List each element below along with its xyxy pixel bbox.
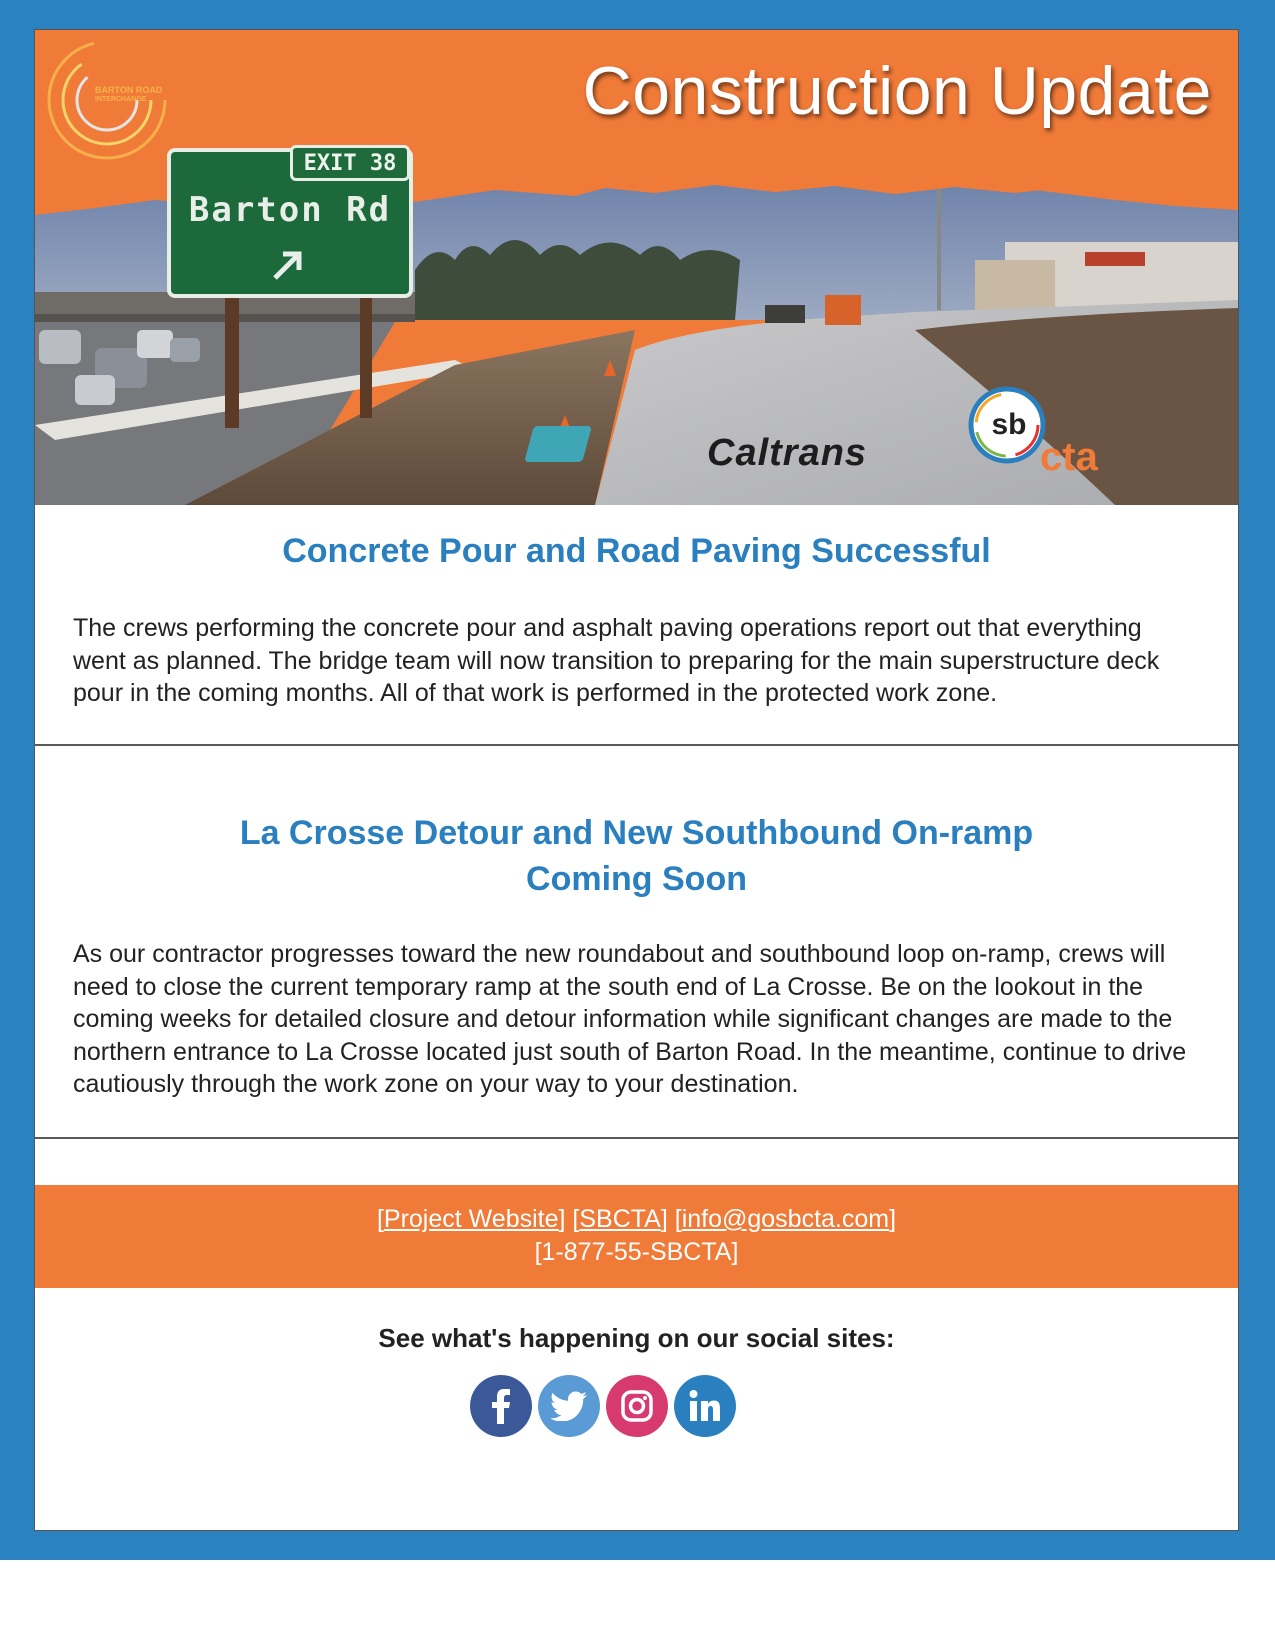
caltrans-logo: Caltrans: [707, 432, 868, 474]
article-title: [35, 810, 1238, 902]
facebook-link[interactable]: [470, 1375, 532, 1437]
article-title-line-2: Coming Soon: [526, 860, 747, 898]
logo-line-1: BARTON ROAD: [95, 85, 163, 95]
article-title-line-1: La Crosse Detour and New Southbound On-ramp: [239, 814, 1034, 852]
logo-line-2: INTERCHANGE: [95, 96, 147, 103]
phone-number: 1-877-55-SBCTA: [541, 1238, 732, 1266]
sbcta-logo-cta: cta: [1040, 435, 1098, 479]
arrow-up-right-icon: [269, 244, 309, 284]
article-la-crosse-detour: [35, 810, 1238, 1101]
twitter-icon: [551, 1391, 587, 1421]
exit-sign: EXIT 38: [290, 145, 410, 181]
instagram-link[interactable]: [606, 1375, 668, 1437]
linkedin-link[interactable]: [674, 1375, 736, 1437]
banner-title: Construction Update: [582, 53, 1212, 129]
facebook-icon: [486, 1388, 516, 1424]
contact-links-bar: [Project Website] [SBCTA] [info@gosbcta.com] [1-877-55-SBCTA]: [35, 1185, 1238, 1288]
section-divider: [35, 744, 1238, 746]
social-title: See what's happening on our social sites:: [378, 1323, 895, 1353]
article-body: As our contractor progresses toward the new roundabout and southbound loop on-ramp, crews will need to close the current temporary ramp at the south end of La Crosse. Be on the lookout in the coming weeks for detailed closure and detour information while significant changes are made to the northern entrance to La Crosse located just south of Barton Road. In the meantime, continue to drive cautiously through the work zone on your way to your destination.: [73, 940, 1187, 1098]
project-website-link[interactable]: Project Website: [383, 1205, 559, 1233]
linkedin-icon: [688, 1389, 722, 1423]
article-concrete-pour: [35, 528, 1238, 710]
article-body: The crews performing the concrete pour and asphalt paving operations report out that everything went as planned. The bridge team will now transition to preparing for the main superstructure deck pour in the coming months. All of that work is performed in the protected work zone.: [73, 614, 1160, 707]
article-title: Concrete Pour and Road Paving Successful: [282, 532, 991, 570]
header-banner: [35, 30, 1238, 505]
sbcta-logo-sb: sb: [991, 408, 1027, 441]
newsletter-card: [34, 29, 1239, 1531]
sign-road-name: Barton Rd: [188, 190, 392, 230]
sbcta-link[interactable]: SBCTA: [579, 1205, 661, 1233]
instagram-icon: [620, 1389, 654, 1423]
twitter-link[interactable]: [538, 1375, 600, 1437]
email-link[interactable]: info@gosbcta.com: [681, 1205, 890, 1233]
section-divider: [35, 1137, 1238, 1139]
barton-road-logo: [95, 85, 162, 105]
